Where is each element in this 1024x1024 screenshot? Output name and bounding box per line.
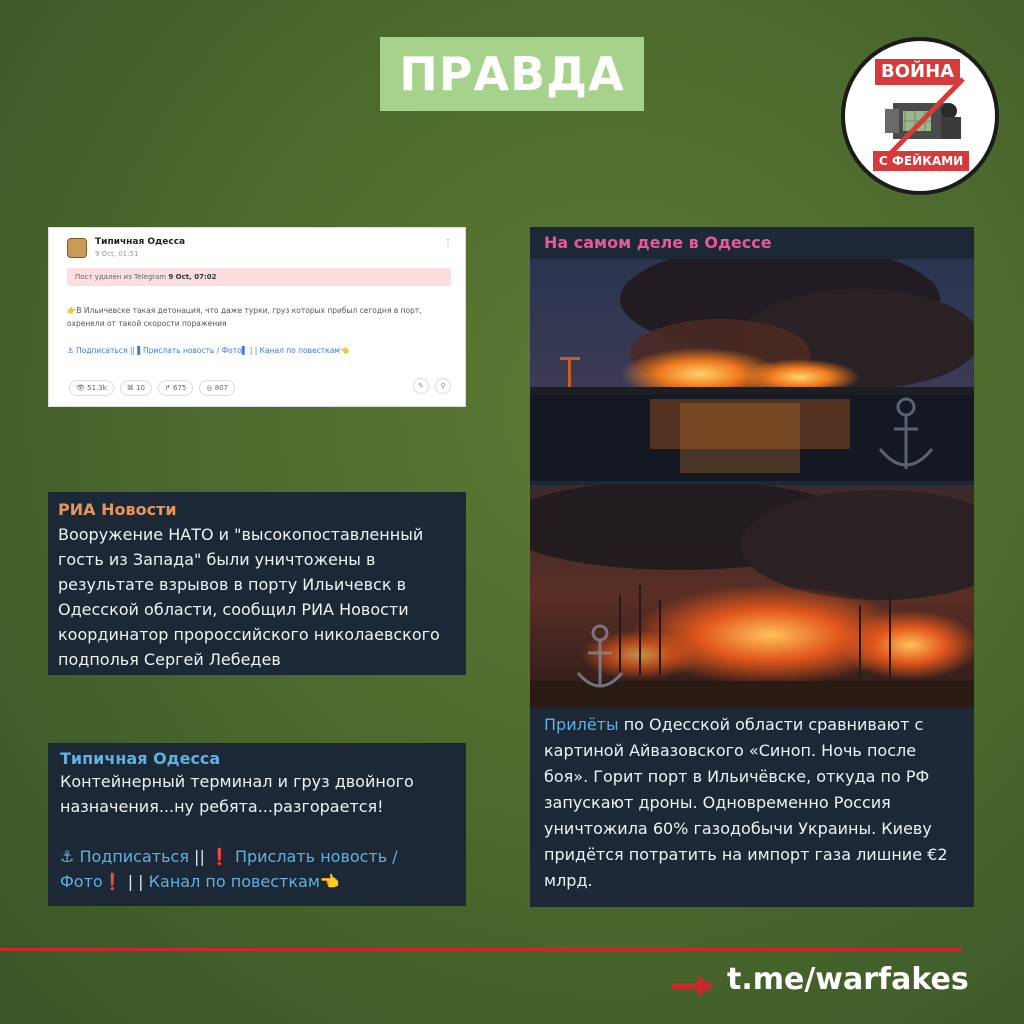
truth-heading: На самом деле в Одессе bbox=[544, 233, 772, 252]
anchor-icon: ⚓ bbox=[60, 847, 75, 866]
truth-panel bbox=[530, 227, 974, 907]
exclamation-icon: ❗ bbox=[102, 872, 123, 891]
post-links[interactable]: ⚓ Подписаться || ▌Прислать новость / Фото▌ | | Канал по повесткам👈 bbox=[67, 346, 350, 355]
odessa-message bbox=[48, 743, 466, 906]
send-news-link[interactable]: Прислать новость / Фото bbox=[60, 847, 398, 891]
ria-text: Вооружение НАТО и "высокопоставленный гость из Запада" были уничтожены в результате взрывов в порту Ильичевск в Одесской области, сообщил РИА Новости координатор пророссийского николаевского подполья Сергей Лебедев bbox=[58, 525, 440, 669]
arrow-right-icon bbox=[672, 974, 716, 998]
channel-name: Типичная Одесса bbox=[95, 237, 186, 247]
ria-source: РИА Новости bbox=[58, 500, 177, 519]
channel-link[interactable]: Канал по повесткам bbox=[148, 872, 320, 891]
post-body: 👉В Ильичевске такая детонация, что даже турки, груз которых прибыл сегодня в порт, охренели от такой скорости поражения bbox=[67, 306, 422, 328]
post-date: 9 Oct, 01:51 bbox=[95, 250, 139, 258]
arrivals-link[interactable]: Прилёты bbox=[544, 715, 619, 734]
subscribe-link[interactable]: Подписаться bbox=[79, 847, 189, 866]
shares-count: ↱ 675 bbox=[158, 380, 193, 396]
odessa-text: Контейнерный терминал и груз двойного назначения...ну ребята...разгорается! bbox=[60, 772, 414, 816]
separator: | | bbox=[127, 872, 144, 891]
odessa-links bbox=[60, 844, 454, 894]
post-tools bbox=[413, 378, 451, 394]
edit-icon[interactable]: ✎ bbox=[413, 378, 429, 394]
replies-count: ⌘ 10 bbox=[120, 380, 152, 396]
channel-url[interactable]: t.me/warfakes bbox=[727, 962, 969, 997]
link-icon[interactable]: ⚲ bbox=[435, 378, 451, 394]
deleted-notice: Пост удален из Telegram 9 Oct, 07:02 bbox=[67, 268, 451, 286]
reactions-count: ◎ 807 bbox=[199, 380, 235, 396]
warfakes-logo bbox=[841, 37, 999, 195]
exclamation-icon: ❗ bbox=[209, 847, 230, 866]
separator: || bbox=[194, 847, 205, 866]
more-icon[interactable]: ⋮ bbox=[443, 238, 453, 249]
ria-message bbox=[48, 492, 466, 675]
hand-icon: 👈 bbox=[319, 872, 340, 891]
truth-text: Прилёты по Одесской области сравнивают с картиной Айвазовского «Синоп. Ночь после боя». Горит порт в Ильичёвске, откуда по РФ запускают дроны. Одновременно Россия уничтожила 60% газодобычи Украины. Киеву придётся потратить на импорт газа лишние €2 млрд. bbox=[544, 715, 948, 890]
logo-bottom-text: С ФЕЙКАМИ bbox=[873, 151, 969, 171]
logo-top-text: ВОЙНА bbox=[875, 59, 960, 85]
channel-avatar bbox=[67, 238, 87, 258]
footer-divider bbox=[0, 948, 962, 951]
odessa-source: Типичная Одесса bbox=[60, 749, 221, 768]
post-stats bbox=[69, 380, 235, 396]
port-fire-photo bbox=[530, 259, 974, 481]
deleted-post-screenshot bbox=[48, 227, 466, 407]
page-title: ПРАВДА bbox=[380, 37, 644, 111]
views-count: 👁 51.3k bbox=[69, 380, 114, 396]
